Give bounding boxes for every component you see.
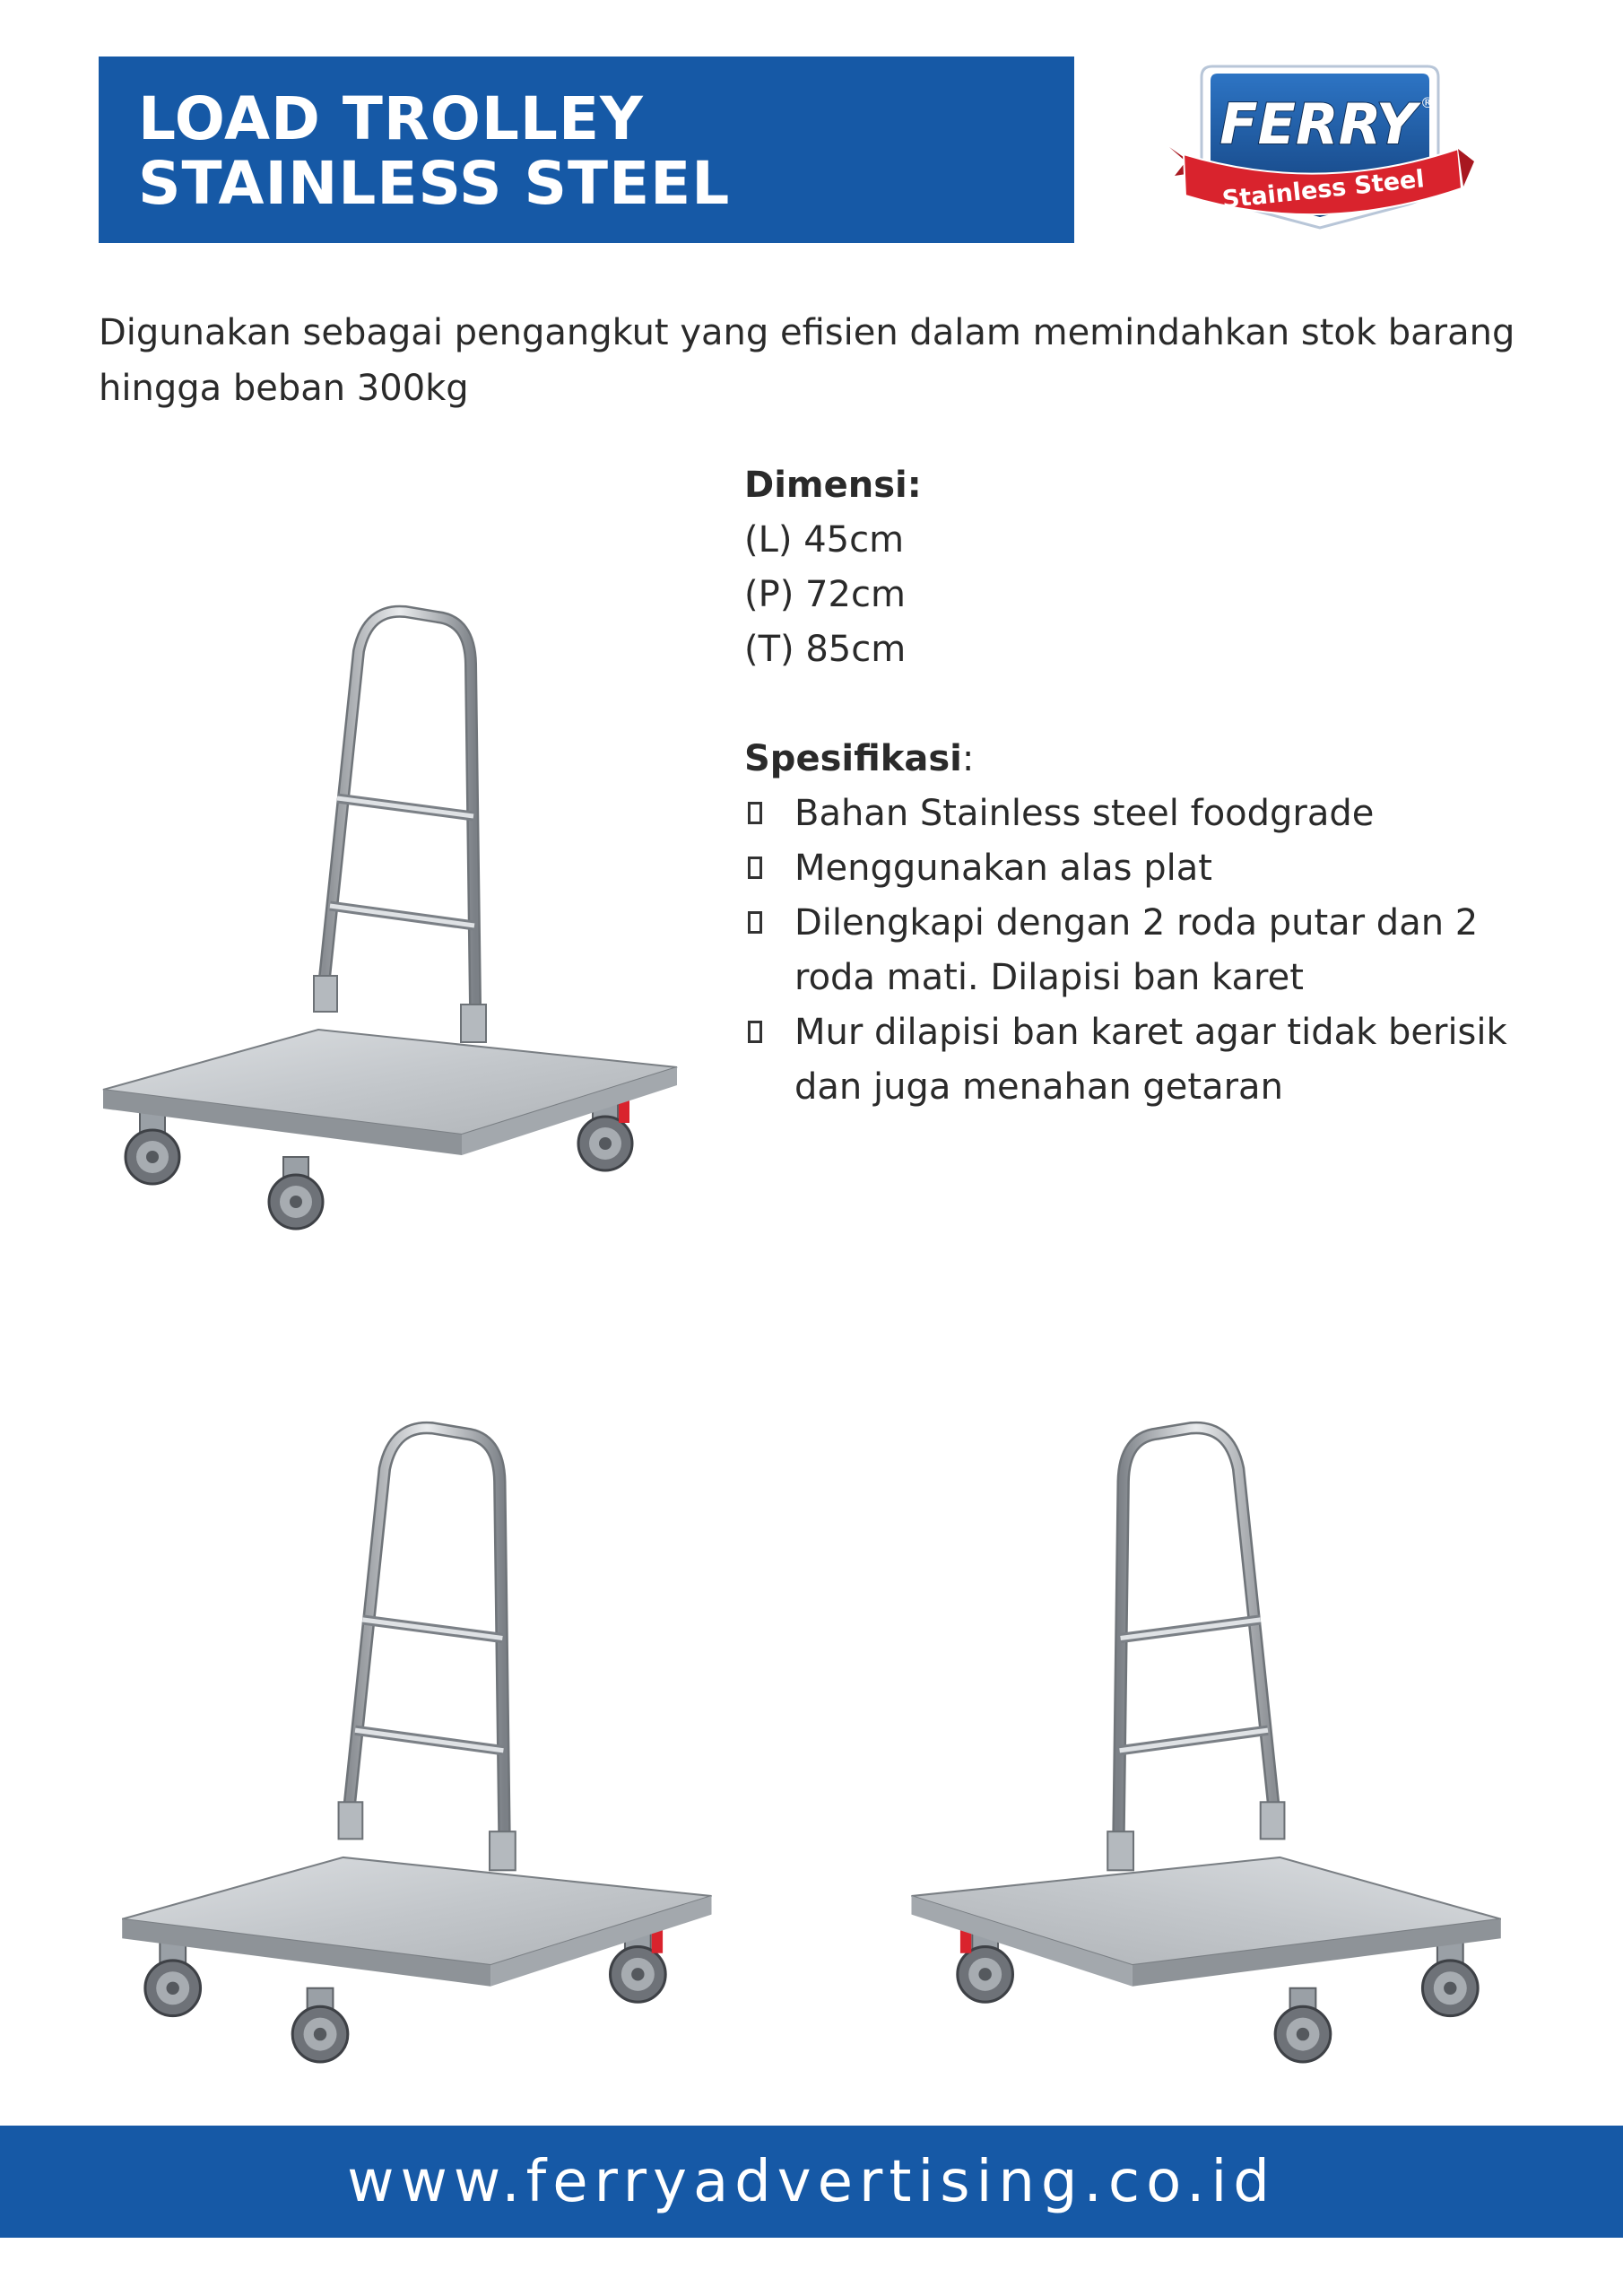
title-line-2: STAINLESS STEEL [138,149,731,218]
spec-item-text: Dilengkapi dengan 2 roda putar dan 2 roda mati. Dilapisi ban karet [794,902,1479,998]
trolley-image-bottom-right [897,1417,1506,2099]
dimension-width: (L) 45cm [744,519,905,561]
spec-item-text: Bahan Stainless steel foodgrade [794,793,1375,834]
spec-item [744,896,1551,1005]
checkbox-icon [748,1021,762,1043]
spec-item-text: Mur dilapisi ban karet agar tidak berisik dan juga menahan getaran [794,1012,1507,1108]
specs-block [744,457,1551,1115]
spec-item-text: Menggunakan alas plat [794,848,1212,889]
logo-brand-text: FERRY [1219,91,1417,157]
footer-banner [0,2126,1623,2238]
intro-text: Digunakan sebagai pengangkut yang efisien dalam memindahkan stok barang hingga beban 300kg [99,312,1515,409]
specifications-heading-colon: : [961,738,975,779]
trolley-image-top [99,601,690,1265]
website-url: www.ferryadvertising.co.id [347,2148,1276,2215]
dimension-height: (T) 85cm [744,629,907,670]
specifications-heading-text: Spesifikasi [744,738,962,779]
title-line-1: LOAD TROLLEY [138,84,644,153]
logo-registered-mark: ® [1420,94,1435,111]
dimensions-heading: Dimensi: [744,465,922,506]
checkbox-icon [748,911,762,934]
dimension-length: (P) 72cm [744,574,906,615]
checkbox-icon [748,802,762,824]
logo-ribbon-text: Stainless Steel [1220,165,1426,214]
spec-item [744,841,1551,896]
specifications-list [744,787,1551,1115]
specifications-heading [744,731,1551,787]
ferry-logo [1166,61,1474,240]
spec-item [744,787,1551,841]
trolley-image-bottom-left [117,1417,726,2099]
spec-item [744,1005,1551,1115]
checkbox-icon [748,857,762,879]
title-banner [99,57,1074,243]
